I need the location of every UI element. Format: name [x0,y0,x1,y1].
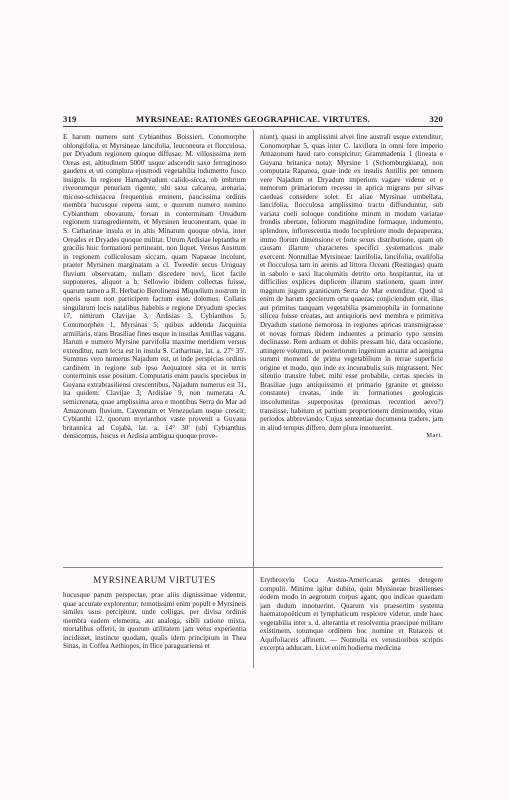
running-title: MYRSINEAE: RATIONES GEOGRAPHICAE. VIRTUTES. [135,114,371,124]
paragraph-geographic-left: E harum numero sunt Cybianthus Boissieri, Conomorphe oblongifolia, et Myrsineae lancifolia, leuconeura et flocculosa, per Dryadum regionem quoque diffusae. M. villosissima item Oreas est, altitudinem 5000' usque adscendit saxo ferruginoso gaudens et uti complura ejusmodi vegetabilia indumento fusco insignis. In regione Hamadryadum calido-sicca, ob imbrium riveorumque penuriam rigente, ubi saxa calcarea, arenaria, micoso-schistacea frequentius eminent, paucissima ordinis membra hucusque reperta sunt, e quorum numero nomino Cybianthum obovatum, forsan in conterminam Oreadum regionem transgredientem, et Myrsinen leuconeuram, quae in S. Catharinae insula et in altis Minarum quoque obvia, inter Oreades et Dryades quoque militat. Utrum Ardisiae leptantha et gracilis huic formationi pertineant, non liquet. Versus Austrum in regionem colliculosam siccam, quam Napaeae incolunt, praeter Myrsinen marginatam a cl. Tweedie secus Uruguay fluvium observatam, nullam discedere novi, licet facile supponeres, aliquot a b. Sellowio ibidem collectas fuisse, quarum tamen a R. Herbario Berolinensi Miquelium nostrum in operis usum non participem factum esse, dolemus. Collatis singularum locis natalibus habebis e regione Dryadum species 17, nimirum Clavijae 3, Ardisias 3, Cybianthos 5, Conomorphen 1, Myrsinas 5; quibus addenda Jacquinia armillaris, trans Brasiliae fines usque in insulas Antillas vagans. Harum e numero Myrsine parvifolia maxime meridiem versus extenditur, nam lecta est in insula S. Catharinae, lat. a. 27° 35'. Summus vero numerus Najadum est, ut inde perspicias ordinis cardinem in regione sub ipso Aequatore sita et in terris conterminis esse positum. Computatis enim paucis speciebus in Guyana extrabrasiliensi crescentibus, Najadum numerus est 31, ita quidem: Clavijae 3; Ardisiae 9, non numerata A. semicrenata, quae amplissima area e montibus Serra do Mar ad Amazonum fluvium, Cayennam et Venezuelam usque crescit; Cybianthi 12, quorum myrianthos vaste provenit a Guyana britannica ad Cujabà, lat. a. 14° 30' (ubi Cybianthus densicomus, fuscus et Ardisia ambigua quoque prove- [63,133,246,441]
header-rule [63,126,443,127]
section-heading: MYRSINEARUM VIRTUTES [93,575,216,585]
paragraph-geographic-right: niunt), quasi in amplissimi alvei fine australi usque extenditur; Conomorphae 5, quas inter C. laxiflora in omni fere imperio Amazonum haud raro conspicitur; Grammadenia 1 (lineata e Guyana britanica nota); Myrsine 1 (Schomburgkiana), non computata Rapanea, quae inde ex insulis Antillis per omnem vere Najadum et Dryadum imperium vagare videtur et e nemorum primariorum recessu in aprica migrans per silvas caeduas consedere solet. Et aliae Myrsinae umbellata, lancifolia, flocculosa amplissimo tractu diffunduntur, sub variata coeli soloque conditione mirum in modum variatae frondis ubertate, foliorum magnitudine formaque, indumento, splendore, inflorescentia modo locupletiore modo depauperata, immo florum dimensione et forte sexus distributione, quam ob causam illarum characteres specifici systematicos male exercent. Nonnullae Myrsineae: laurifolia, lancifolia, ovalifolia et flocculosa tam in arenis ad littora Oceani (Restingas) quam in sabulo e saxi Itacolumitis detrito orto hospitantur, ita ut difficilius explices duplicem illarum stationem, quam inter magnum jugum graniticum Serra do Mar extenditur. Quod si enim de harum specierum ortu quaeras, conjiciendum erit, illas aut primitus tanquam vegetabilia psammophila in formatione silicea fuisse creatas, aut antiquioris aevi membra e primitiva Dryadum statione nemorosa in regiones apricas transmigrasse et novas formas ibidem induentes a primario typo sensim declinasse. Rem arduam et dubiis pressam hic, data occasione, attingere volumus, ut posteriorum ingenium acuatur ad aenigma summi momenti de prima vegetabilium in terrae superficie origine et modo, quo inde ex incunabulis suis migrassent. Nec silentio transire lubet, mihi esse probabile, certas species in Brasiliae jugo antiquissimo et primario (granite et gneisso constante) creatas, inde in formationes geologicas inscolumnitas superpositas (proximas recentiori aevo?) transiisse, habitum et partium proportionem diminuendo, vitae periodos abbreviando. Cujus sententiae documenta tradere, jam in aliud tempus differo, dum plura innotuerint. [260,133,443,432]
author-signature: Mart. [426,432,443,440]
paragraph-virtues-right: Erythroxylo Coca Austro-Americanas gentes detegere compulit. Minime igitur dubito, quin Myrsineae brasilienses eodem modo in aegrotum corpus agant, quo indicae quaedam jam dudum innotuerint. Quarum vis praesertim systema haematopoëticum et lymphaticum respicere videtur, unde haec vegetabilia inter s. d. alterantia et resolventia praecipue militare existimem, totumque ordinem hoc nomine et Rutaceis et Aquifoliaceis affinem. — Nonnulla ex vetustioribus scriptis excerpta adducam. Licet enim hodierna medicina [260,576,443,653]
text-column-left [63,133,246,441]
paragraph-virtues-left: hucusque parum perspectae, prae aliis dignissimae videntur, quae accurate explorentur; remotissimi enim populi e Myrsineis similes usus percipiunt, unde colligas, per divisa ordinis membra eadem elementa, aut analoga, sibili ratione mixta, mortalibus offerri, in quorum utilitatem jam vetus experientia incidisset, instincte quodam, qualis idem principium in Thea Sinas, in Coffea Aethiopes, in Ilice paraguariensi et [63,591,246,651]
text-column-right [260,133,443,441]
section-divider [63,567,443,568]
text-column-virtues-left [63,591,246,651]
page-number-right: 320 [429,114,443,124]
page-number-left: 319 [63,114,77,124]
page-header [63,114,443,126]
column-separator [253,130,254,668]
text-column-virtues-right [260,576,443,653]
